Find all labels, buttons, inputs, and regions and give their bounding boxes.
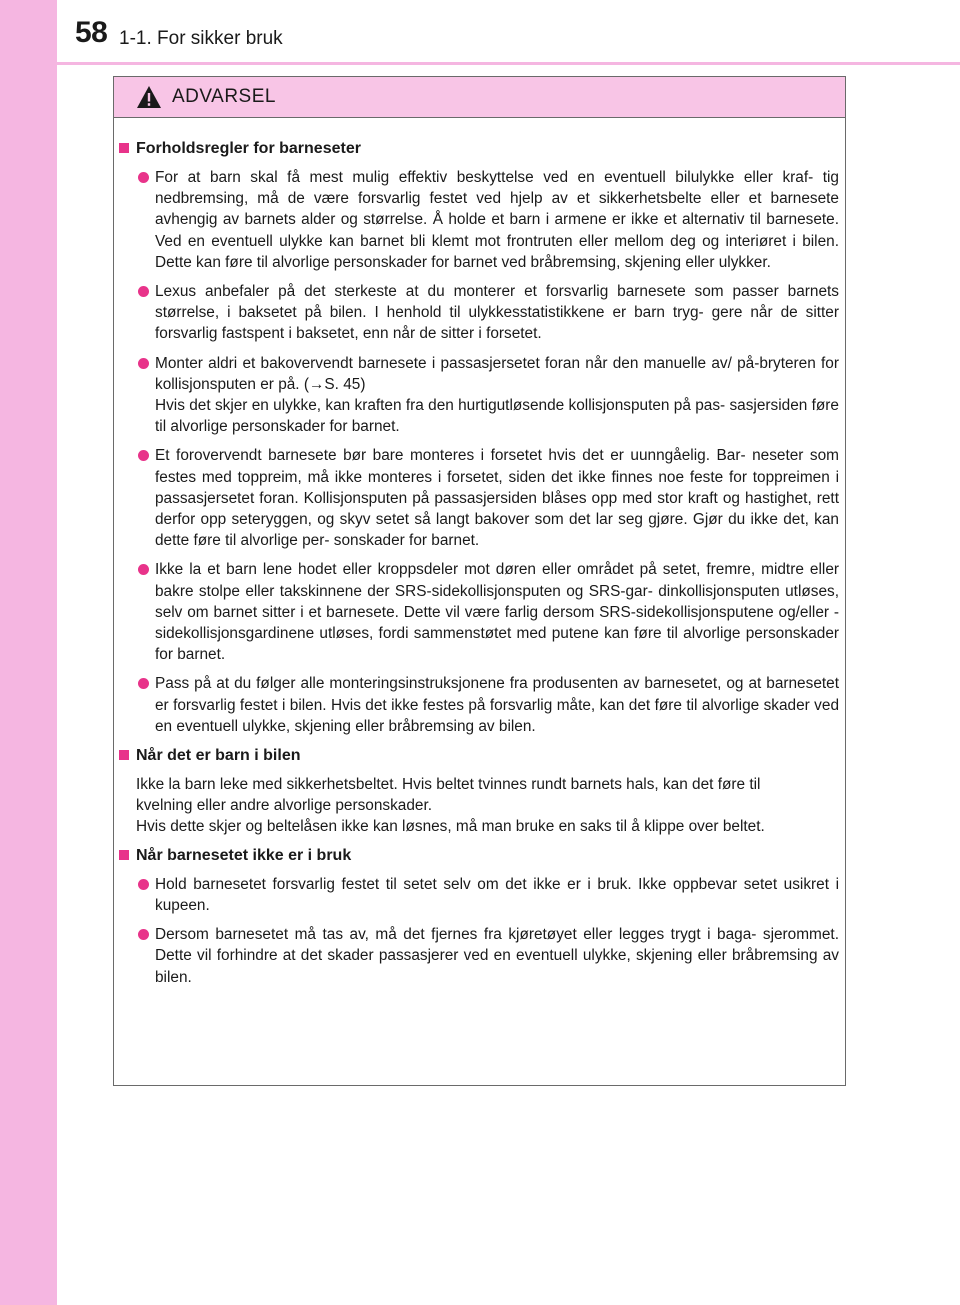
header-divider [57,62,960,65]
section-child-seat-precautions [118,138,839,737]
page-header [57,0,960,64]
square-bullet-icon [119,143,129,153]
page-number: 58 [75,16,108,49]
list-item: Dersom barnesetet må tas av, må det fjernes fra kjøretøyet eller legges trygt i baga- sjerommet. Dette vil forhindre at det skader passasjerer ved en eventuell ulykke, skjening eller bråbremsing av bilen. [118,924,839,988]
section-heading: Når det er barn i bilen [118,745,839,767]
round-bullet-icon [138,450,149,461]
warning-body [114,118,847,988]
side-color-band [0,0,57,1305]
list-item: Hold barnesetet forsvarlig festet til setet selv om det ikke er i bruk. Ikke oppbevar setet usikret i kupeen. [118,874,839,916]
round-bullet-icon [138,678,149,689]
warning-triangle-icon [136,85,162,109]
round-bullet-icon [138,564,149,575]
list-item: For at barn skal få mest mulig effektiv beskyttelse ved en eventuell bilulykke eller kraf- tig nedbremsing, må de være forsvarlig festet ved hjelp av et sikkerhetsbelte eller et barnesete avhengig av barnets alder og størrelse. Å holde et barn i armene er ikke et alternativ til barnesete. Ved en eventuell ulykke kan barnet bli klemt mot frontruten eller mellom deg og interiøret i bilen. Dette kan føre til alvorlige personskader for barnet ved bråbremsing, skjening eller ulykker. [118,167,839,273]
warning-title: ADVARSEL [172,86,276,107]
list-item: Lexus anbefaler på det sterkeste at du monterer et forsvarlig barnesete som passer barnets størrelse, i baksetet på bilen. I henhold til ulykkesstatistikkene er barn tryg- gere når de sitter forsvarlig fastspent i baksetet, enn når de sitter i forsetet. [118,281,839,345]
list-item: Pass på at du følger alle monteringsinstruksjonene fra produsenten av barnesetet, og at barnesetet er forsvarlig festet i bilen. Hvis det ikke festes på forsvarlig måte, kan det føre til alvorlige skader ved en eventuell ulykke, skjening eller bråbremsing av bilen. [118,673,839,737]
round-bullet-icon [138,929,149,940]
list-item: Ikke la et barn lene hodet eller kroppsdeler mot døren eller området på setet, fremre, midtre eller bakre stolpe eller takskinnene der SRS-sidekollisjonsputen og SRS-gar- dinkollisjonsputen utløses, selv om barnet sitter i et barnesete. Dette vil være farlig dersom SRS-sidekollisjonsputene og/eller -sidekollisjonsgardinene utløses, fordi sammenstøtet med putene kan føre til alvorlige personskader for barnet. [118,559,839,665]
round-bullet-icon [138,358,149,369]
round-bullet-icon [138,286,149,297]
warning-box [113,76,846,1086]
list-item: Et forovervendt barnesete bør bare monteres i forsetet hvis det er uunngåelig. Bar- neseter som festes med toppreim, må ikke monteres i forsetet, siden det ikke finnes noe feste for toppreimen i passasjersetet foran. Kollisjonsputen på passasjersiden blåses opp med stor kraft og hastighet, rett derfor opp seteryggen, og skyv setet så langt bakover som det lar seg gjøre. Gjør du ikke det, kan dette føre til alvorlige per- sonskader for barnet. [118,445,839,551]
paragraph: Ikke la barn leke med sikkerhetsbeltet. Hvis beltet tvinnes rundt barnets hals, kan det føre til kvelning eller andre alvorlige personskader. Hvis dette skjer og beltelåsen ikke kan løsnes, må man bruke en saks til å klippe over beltet. [136,776,765,836]
square-bullet-icon [119,850,129,860]
list-item: Monter aldri et bakovervendt barnesete i passasjersetet foran når den manuelle av/ på-bryteren for kollisjonsputen er på. (→S. 45) Hvis det skjer en ulykke, kan kraften fra den hurtigutløsende kollisjonsputen på pas- sasjersiden føre til alvorlige personskader for barnet. [118,353,839,438]
warning-header [114,77,845,118]
section-title: 1-1. For sikker bruk [119,28,283,49]
section-seat-not-in-use [118,845,839,988]
round-bullet-icon [138,172,149,183]
section-heading: Forholdsregler for barneseter [118,138,839,160]
square-bullet-icon [119,750,129,760]
section-heading: Når barnesetet ikke er i bruk [118,845,839,867]
section-children-in-car [118,745,839,838]
round-bullet-icon [138,879,149,890]
